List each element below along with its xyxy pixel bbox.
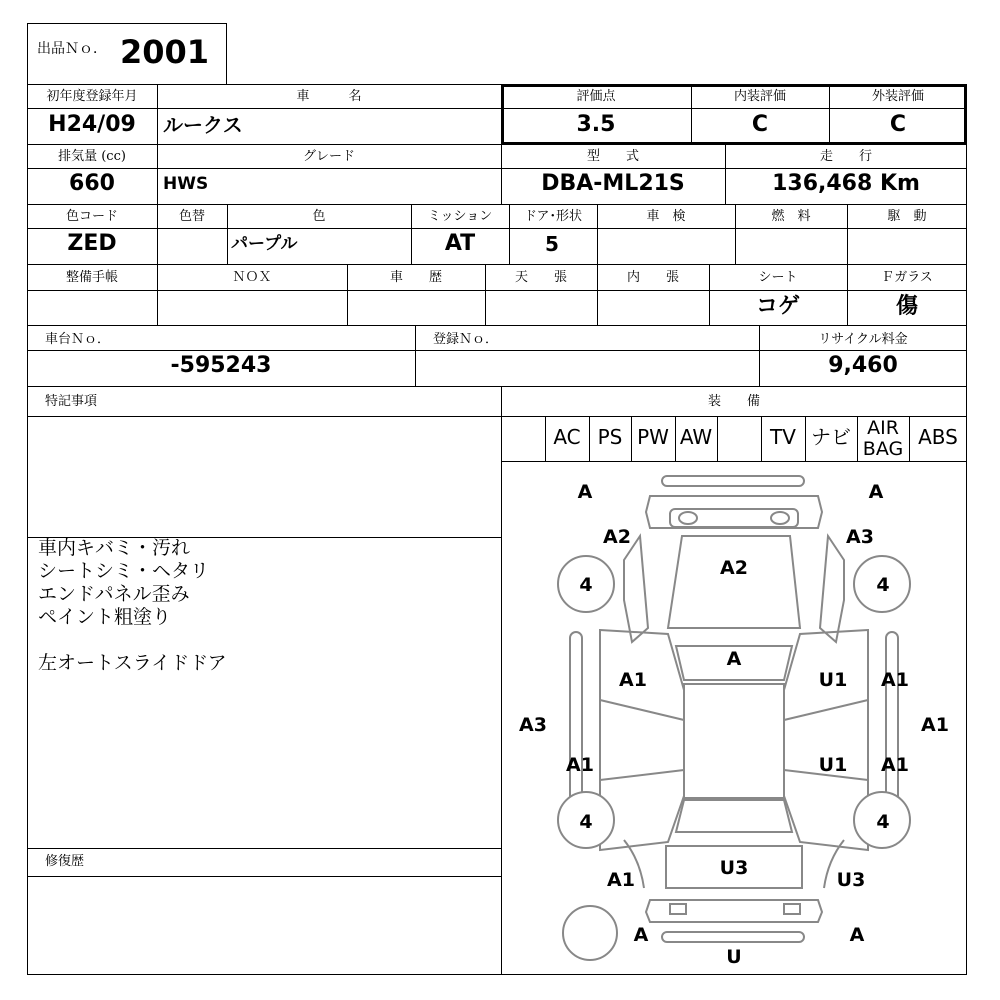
interior-trim-label: 内 張	[626, 270, 679, 285]
damage-mark: A	[577, 481, 593, 503]
equipment-item-tv: TV	[770, 425, 796, 449]
damage-mark: A1	[881, 754, 909, 776]
nox-label: ＮＯＸ	[232, 270, 272, 285]
remarks-line: 左オートスライドドア	[38, 652, 227, 674]
car-damage-diagram	[501, 461, 967, 975]
damage-mark: A1	[566, 754, 594, 776]
equipment-item-ac: AC	[553, 425, 581, 449]
recycle-fee-value: 9,460	[828, 353, 898, 378]
transmission-value: AT	[444, 231, 476, 256]
color-code-value: ZED	[67, 231, 117, 256]
model-code-label: 型 式	[586, 149, 639, 164]
listing-number-label: 出品Ｎｏ．	[37, 41, 107, 57]
remarks-line: ペイント粗塗り	[38, 606, 172, 628]
remarks-line: シートシミ・ヘタリ	[38, 560, 210, 582]
recycle-fee-label: リサイクル料金	[818, 332, 908, 347]
displacement-label: 排気量 (cc)	[58, 149, 126, 164]
equipment-item-ps: PS	[597, 425, 623, 449]
equipment-item-aw: AW	[679, 425, 713, 449]
door-label: ドア･形状	[523, 209, 583, 224]
maintenance-book-label: 整備手帳	[65, 270, 118, 285]
score-label: 評価点	[576, 89, 616, 104]
remarks-line: 車内キバミ・汚れ	[38, 537, 191, 559]
model-code-value: DBA-ML21S	[541, 171, 685, 196]
grade-value: HWS	[163, 174, 209, 194]
damage-mark: A	[868, 481, 884, 503]
equipment-label: 装 備	[707, 394, 760, 409]
damage-mark: A1	[881, 669, 909, 691]
damage-mark: U3	[719, 857, 749, 879]
inspection-label: 車 検	[646, 209, 686, 224]
damage-mark: A1	[921, 714, 949, 736]
listing-number: 2001	[120, 33, 210, 71]
damage-mark: A2	[603, 526, 631, 548]
seat-value: コゲ	[755, 294, 800, 319]
damage-mark: U3	[836, 869, 866, 891]
damage-mark: A3	[846, 526, 874, 548]
door-value: 5	[545, 232, 559, 256]
equipment-item-navi: ナビ	[811, 425, 851, 449]
exterior-grade-value: C	[889, 112, 907, 137]
car-name-label: 車 名	[296, 89, 362, 104]
score-value: 3.5	[576, 112, 616, 137]
tire-mark: 4	[876, 811, 890, 833]
color-value: パープル	[231, 234, 298, 254]
grade-label: グレード	[302, 149, 355, 164]
color-code-label: 色コード	[65, 209, 118, 224]
interior-grade-value: C	[751, 112, 769, 137]
color-change-label: 色替	[178, 209, 205, 224]
damage-mark: A2	[720, 557, 748, 579]
transmission-label: ミッション	[427, 209, 493, 224]
damage-mark: A3	[519, 714, 547, 736]
damage-mark: A1	[619, 669, 647, 691]
roof-liner-label: 天 張	[514, 270, 567, 285]
color-label: 色	[312, 209, 326, 224]
equipment-item-airbag: AIR BAG	[862, 417, 904, 460]
mileage-label: 走 行	[819, 149, 872, 164]
seat-label: シート	[758, 270, 798, 285]
tire-mark: 4	[579, 811, 593, 833]
damage-mark: A	[849, 924, 865, 946]
damage-mark: A1	[607, 869, 635, 891]
front-glass-value: 傷	[895, 294, 918, 319]
damage-mark: A	[633, 924, 649, 946]
vehicle-history-label: 車 歴	[389, 270, 442, 285]
car-name-value: ルークス	[163, 113, 243, 137]
registration-number-label: 登録Ｎｏ．	[433, 332, 499, 347]
equipment-item-abs: ABS	[918, 425, 958, 449]
tire-mark: 4	[579, 574, 593, 596]
damage-mark: U1	[818, 669, 848, 691]
mileage-value: 136,468 Km	[772, 171, 920, 196]
chassis-number-label: 車台Ｎｏ．	[45, 332, 111, 347]
fuel-label: 燃 料	[771, 209, 811, 224]
drive-label: 駆 動	[887, 209, 927, 224]
interior-grade-label: 内装評価	[733, 89, 786, 104]
exterior-grade-label: 外装評価	[871, 89, 924, 104]
damage-mark: U1	[818, 754, 848, 776]
tire-mark: 4	[876, 574, 890, 596]
damage-mark: U	[726, 946, 742, 968]
equipment-item-pw: PW	[637, 425, 669, 449]
repair-history-label: 修復歴	[45, 854, 85, 869]
damage-mark: A	[726, 648, 742, 670]
remarks-line: エンドパネル歪み	[38, 583, 190, 605]
reg-date-value: H24/09	[48, 112, 136, 137]
reg-date-label: 初年度登録年月	[46, 89, 138, 104]
remarks-label: 特記事項	[45, 394, 98, 409]
front-glass-label: Ｆガラス	[881, 270, 933, 285]
displacement-value: 660	[69, 171, 115, 196]
chassis-number-value: -595243	[170, 353, 272, 378]
